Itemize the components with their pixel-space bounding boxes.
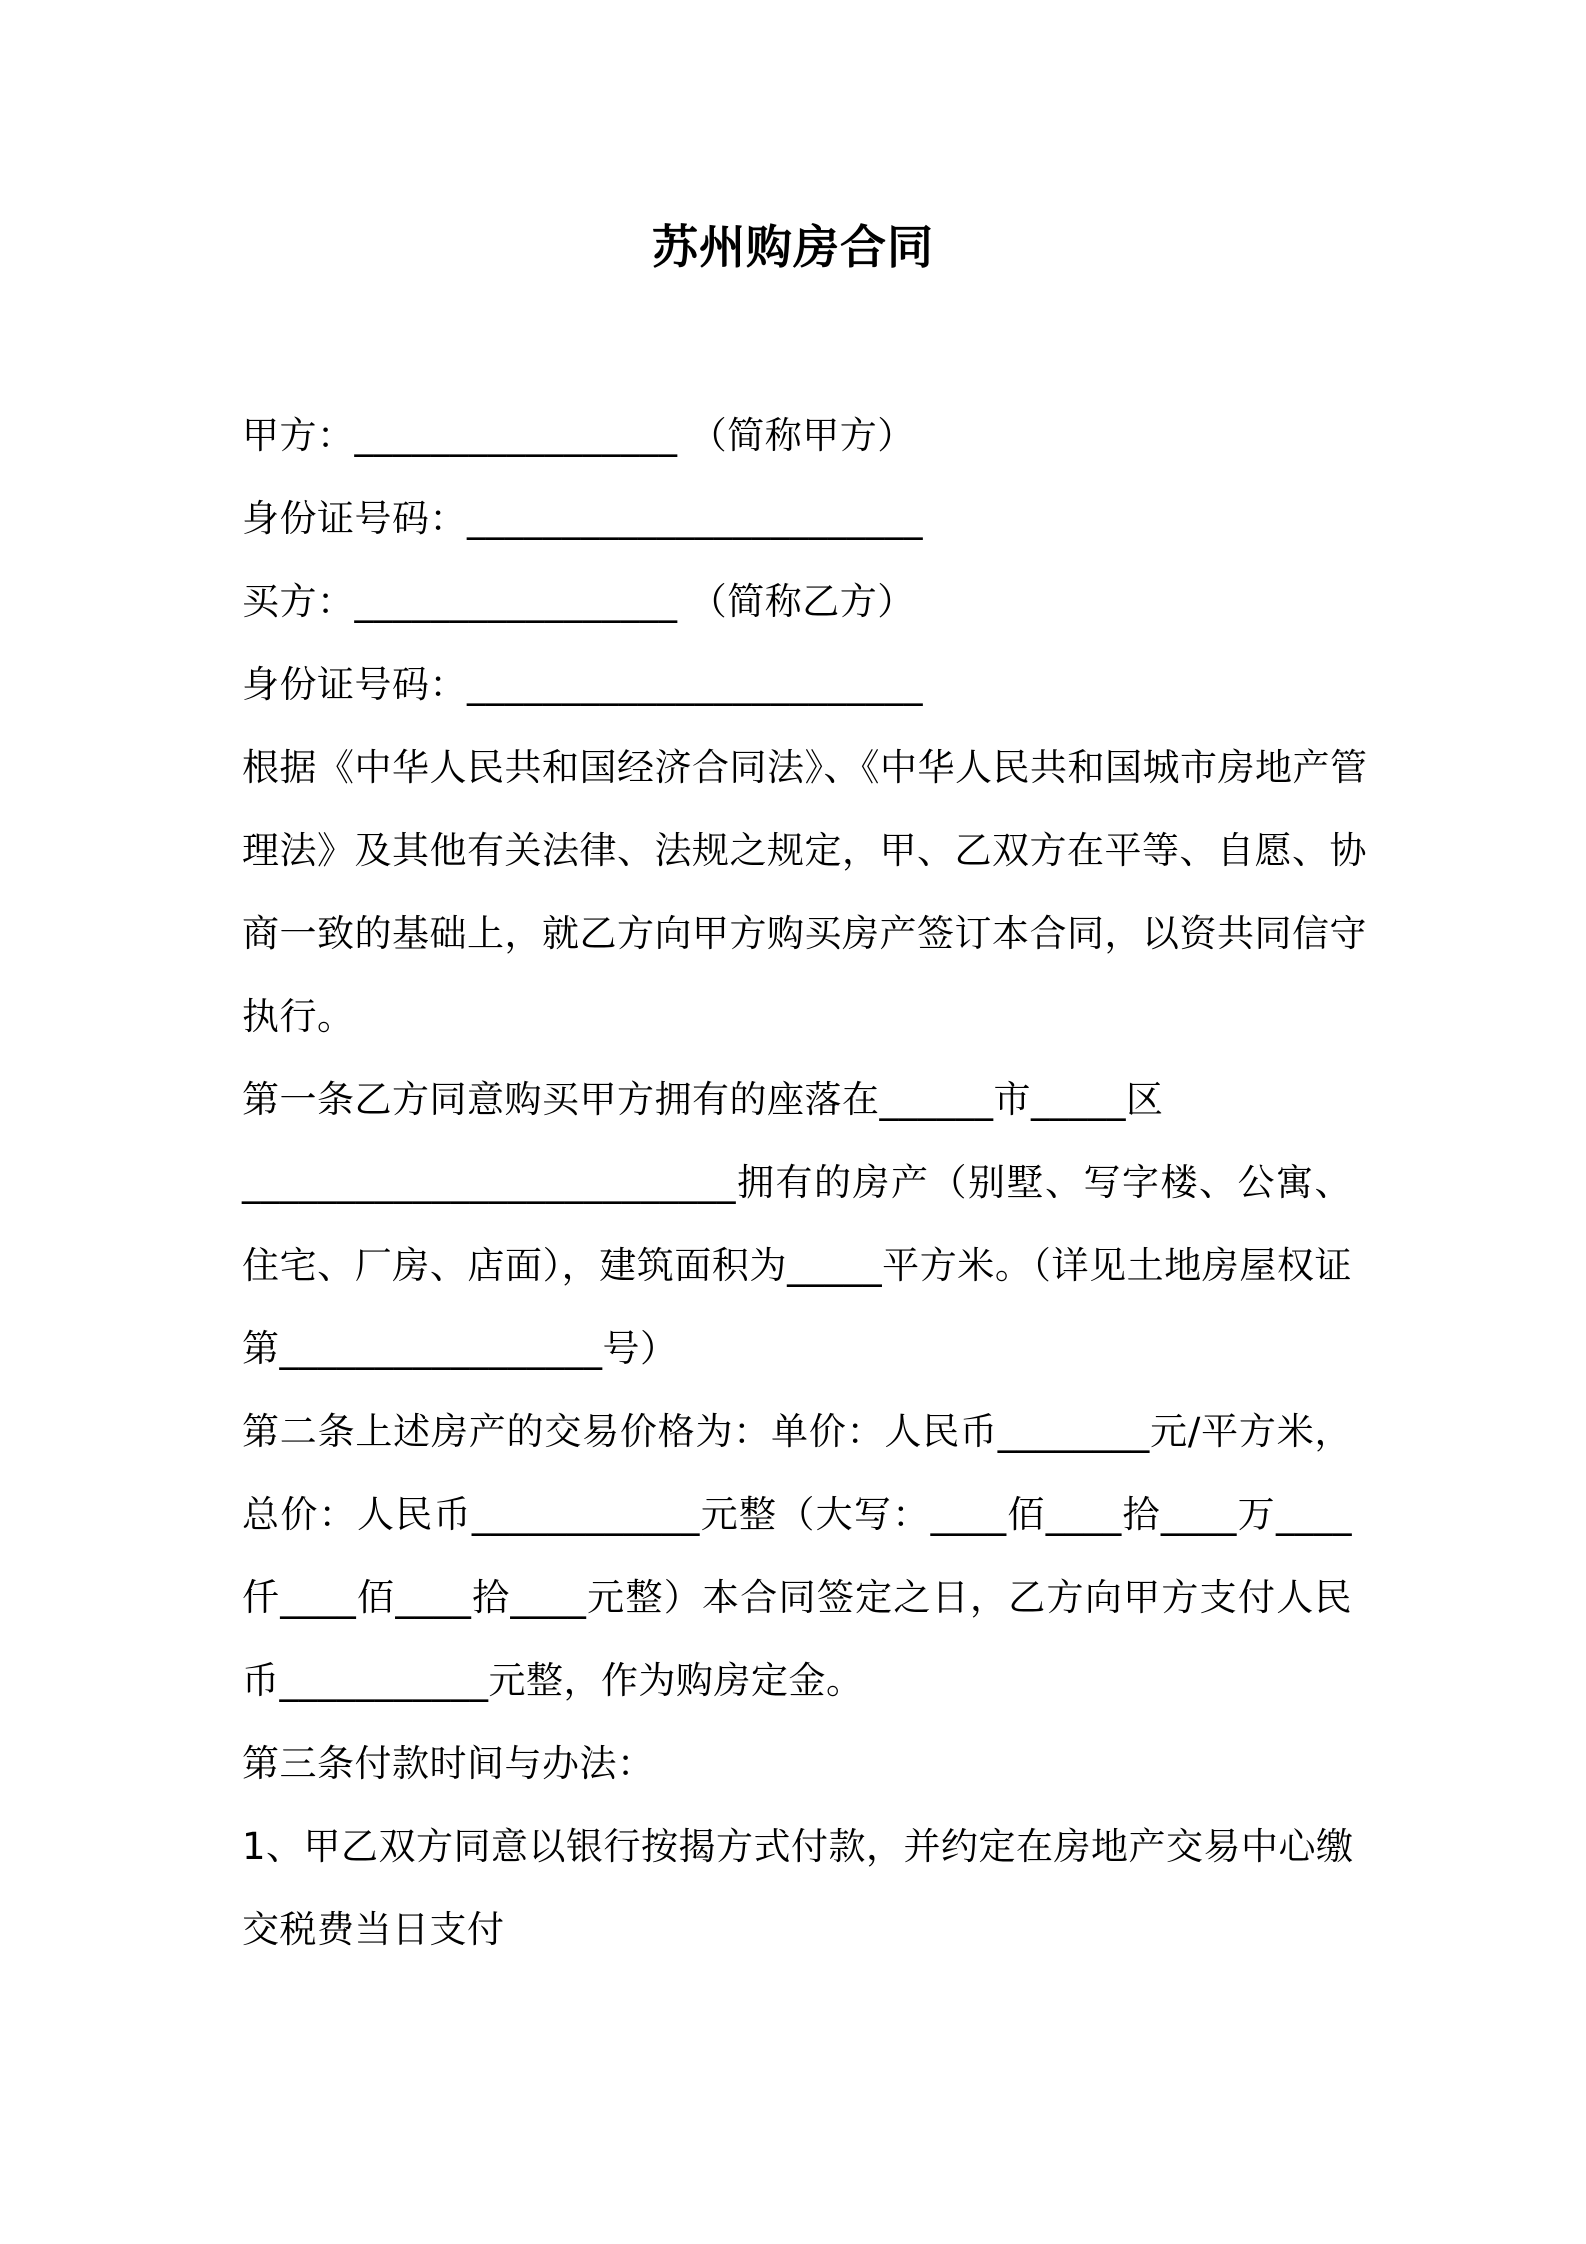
article-2-line-3: 仟____佰____拾____元整）本合同签定之日，乙方向甲方支付人民 — [242, 1576, 1352, 1619]
party-b-line: 买方：_________________ （简称乙方） — [242, 580, 915, 623]
preamble-line-1: 根据《中华人民共和国经济合同法》、《中华人民共和国城市房地产管 — [242, 746, 1368, 789]
article-3-item-1-line-2: 交税费当日支付 — [242, 1908, 505, 1951]
preamble-line-3: 商一致的基础上，就乙方向甲方购买房产签订本合同，以资共同信守 — [242, 912, 1367, 955]
party-b-id-line: 身份证号码：________________________ — [242, 663, 923, 706]
article-1-line-4: 第_________________号） — [242, 1327, 678, 1370]
party-a-id-line: 身份证号码：________________________ — [242, 497, 923, 540]
article-1-line-1: 第一条乙方同意购买甲方拥有的座落在______市_____区 — [242, 1078, 1164, 1121]
preamble-line-2: 理法》及其他有关法律、法规之规定，甲、乙双方在平等、自愿、协 — [242, 829, 1367, 872]
article-1-line-3: 住宅、厂房、店面），建筑面积为_____平方米。（详见土地房屋权证 — [242, 1244, 1352, 1287]
article-2-line-2: 总价：人民币____________元整（大写：____佰____拾____万____ — [242, 1493, 1352, 1536]
article-3-item-1-line-1: 1、甲乙双方同意以银行按揭方式付款，并约定在房地产交易中心缴 — [242, 1825, 1354, 1868]
document-title: 苏州购房合同 — [652, 220, 934, 274]
article-2-line-1: 第二条上述房产的交易价格为：单价：人民币________元/平方米， — [242, 1410, 1352, 1453]
article-3-heading: 第三条付款时间与办法： — [242, 1742, 655, 1785]
preamble-line-4: 执行。 — [242, 995, 355, 1038]
article-2-line-4: 币___________元整，作为购房定金。 — [242, 1659, 864, 1702]
party-a-line: 甲方：_________________ （简称甲方） — [242, 414, 915, 457]
article-1-line-2: __________________________拥有的房产（别墅、写字楼、公寓、 — [242, 1161, 1352, 1204]
